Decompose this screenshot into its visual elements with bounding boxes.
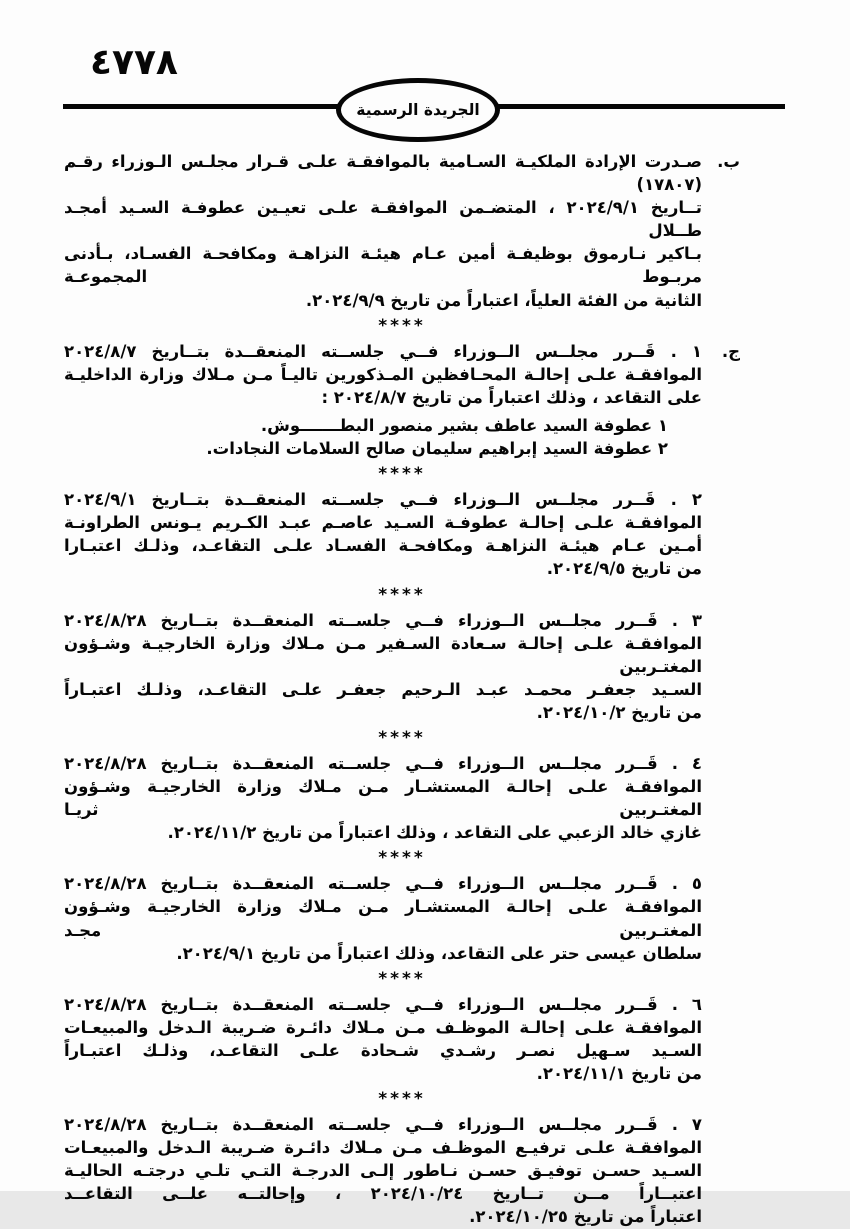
paragraph-line: الثانية من الفئة العلياً، اعتباراً من تاريخ ٢٠٢٤/٩/٩.	[305, 290, 702, 310]
paragraph-item-5	[64, 872, 702, 964]
asterisk-separator: ****	[378, 315, 426, 336]
paragraph-line: تــاريخ ٢٠٢٤/٩/١ ، المتضـمن الموافقـة علـى تعيـين عطوفـة السـيد أمجـد طــلال	[64, 198, 702, 241]
asterisk-separator: ****	[378, 727, 426, 748]
paragraph-line: صـدرت الإرادة الملكيـة السـامية بالموافقـة علـى قـرار مجلـس الـوزراء رقـم (١٧٨٠٧)	[64, 152, 702, 195]
paragraph-line: من تاريخ ٢٠٢٤/١١/١.	[536, 1064, 702, 1083]
paragraph-line	[64, 488, 702, 511]
item-number: ٣ .	[671, 610, 702, 630]
page-number: ٤٧٧٨	[90, 42, 178, 83]
paragraph-line-text: قَــرر مجلــس الــوزراء فــي جلســته المنعقــدة بتــاريخ ٢٠٢٤/٨/٧	[64, 341, 656, 361]
paragraph-line: سلطان عيسى حتر على التقاعد، وذلك اعتباراً من تاريخ ٢٠٢٤/٩/١.	[176, 943, 702, 963]
paragraph-item-4	[64, 752, 702, 844]
paragraph-item-3	[64, 609, 702, 724]
asterisk-separator: ****	[378, 464, 426, 485]
paragraph-line	[64, 752, 702, 775]
paragraph-line: السـيد جعفـر محمـد عبـد الـرحيم جعفـر علـى التقاعـد، وذلـك اعتبـاراً	[64, 679, 702, 699]
item-number: ٤ .	[671, 753, 702, 773]
paragraph-line: من تاريخ ٢٠٢٤/٩/٥.	[546, 559, 702, 579]
masthead-oval	[336, 78, 500, 142]
item-number: ٦ .	[671, 994, 702, 1014]
paragraph-line: اعتبــاراً مــن تــاريخ ٢٠٢٤/١٠/٢٤ ، وإحالتــه علــى التقاعــد	[64, 1184, 702, 1204]
paragraph-line	[64, 993, 702, 1016]
item-number: ٢ .	[670, 490, 702, 510]
paragraph-line	[64, 872, 702, 895]
asterisk-separator: ****	[378, 968, 426, 989]
list-item: ٢ عطوفة السيد إبراهيم سليمان صالح السلامات النجادات.	[206, 439, 668, 459]
paragraph-line: الموافقـة علـى إحالـة سـعادة السـفير مـن مـلاك وزارة الخارجيـة وشـؤون المغتـربين	[64, 633, 702, 676]
item-number: ١ .	[670, 341, 702, 361]
paragraph-line: الموافقـة علـى إحالـة المستشـار مـن مـلاك وزارة الخارجيـة وشـؤون المغتـربين ثريـا	[64, 777, 702, 820]
paragraph-c1-text	[64, 340, 702, 460]
paragraph-line-text: قَــرر مجلــس الــوزراء فــي جلســته المنعقــدة بتــاريخ ٢٠٢٤/٨/٢٨	[64, 874, 658, 894]
paragraph-line: على التقاعد ، وذلك اعتباراً من تاريخ ٢٠٢٤/٨/٧ :	[321, 387, 702, 407]
paragraph-line	[64, 1113, 702, 1136]
paragraph-line-text: قَــرر مجلــس الــوزراء فــي جلســته المنعقــدة بتــاريخ ٢٠٢٤/٨/٢٨	[64, 610, 658, 630]
paragraph-line: الموافقـة علـى إحالـة المستشـار مـن مـلاك وزارة الخارجيـة وشـؤون المغتـربين مجـد	[64, 897, 702, 940]
asterisk-separator: ****	[378, 584, 426, 605]
subitem-list	[64, 414, 668, 460]
paragraph-line: الموافقـة علـى إحالـة المحـافظين المـذكورين تاليـاً مـن مـلاك وزارة الداخليـة	[64, 364, 702, 384]
paragraph-line-text: قَــرر مجلــس الــوزراء فــي جلســته المنعقــدة بتــاريخ ٢٠٢٤/٨/٢٨	[64, 753, 658, 773]
paragraph-c-marker: ج.	[721, 341, 740, 361]
paragraph-line-text: قَــرر مجلــس الــوزراء فــي جلســته المنعقــدة بتــاريخ ٢٠٢٤/٩/١	[64, 490, 656, 510]
paragraph-line: السـيد حسـن توفيـق حسـن نـاطور إلـى الدرجـة التـي تلـي درجتـه الحاليـة	[64, 1161, 702, 1181]
paragraph-line: غازي خالد الزعبي على التقاعد ، وذلك اعتباراً من تاريخ ٢٠٢٤/١١/٢.	[167, 823, 702, 843]
masthead-title: الجريدة الرسمية	[356, 101, 480, 119]
paragraph-line: الموافقـة علـى ترفيـع الموظـف مـن مـلاك دائـرة ضـريبة الـدخل والمبيعـات	[64, 1138, 702, 1158]
paragraph-line	[64, 340, 702, 363]
paragraph-line-text: قَــرر مجلــس الــوزراء فــي جلســته المنعقــدة بتــاريخ ٢٠٢٤/٨/٢٨	[64, 994, 658, 1014]
paragraph-c-item-1	[64, 340, 740, 460]
paragraph-line: أمـين عـام هيئـة النزاهـة ومكافحـة الفسـاد علـى التقاعـد، وذلـك اعتبـارا	[64, 536, 702, 556]
page-content	[64, 150, 740, 1229]
paragraph-line: الموافقـة علـى إحالـة الموظـف مـن مـلاك دائـرة ضـريبة الـدخل والمبيعـات	[64, 1017, 702, 1037]
item-number: ٥ .	[671, 874, 702, 894]
paragraph-item-2	[64, 488, 702, 580]
paragraph-line: اعتباراً من تاريخ ٢٠٢٤/١٠/٢٥.	[469, 1207, 702, 1227]
item-number: ٧ .	[671, 1115, 702, 1135]
paragraph-b-text	[64, 150, 702, 312]
paragraph-line-text: قَــرر مجلــس الــوزراء فــي جلســته المنعقــدة بتــاريخ ٢٠٢٤/٨/٢٨	[64, 1115, 658, 1135]
paragraph-b-marker: ب.	[717, 152, 740, 171]
paragraph-line: من تاريخ ٢٠٢٤/١٠/٢.	[536, 702, 702, 722]
asterisk-separator: ****	[378, 848, 426, 869]
list-item: ١ عطوفة السيد عاطف بشير منصور البطـــــــوش.	[260, 415, 668, 435]
paragraph-line: الموافقـة علـى إحالـة عطوفـة السـيد عاصـم عبـد الكـريم يـونس الطراونـة	[64, 513, 702, 533]
paragraph-line: السـيد سـهيل نصـر رشـدي شـحادة علـى التقاعـد، وذلـك اعتبـاراً	[64, 1040, 702, 1060]
paragraph-item-7	[64, 1113, 702, 1228]
paragraph-item-6	[64, 993, 702, 1085]
paragraph-b	[64, 150, 740, 312]
paragraph-line: بـاكير نـارموق بوظيفـة أمين عـام هيئـة النزاهـة ومكافحـة الفسـاد، بـأدنى مربـوط المجموعـة	[64, 244, 702, 287]
paragraph-line	[64, 609, 702, 632]
asterisk-separator: ****	[378, 1089, 426, 1110]
